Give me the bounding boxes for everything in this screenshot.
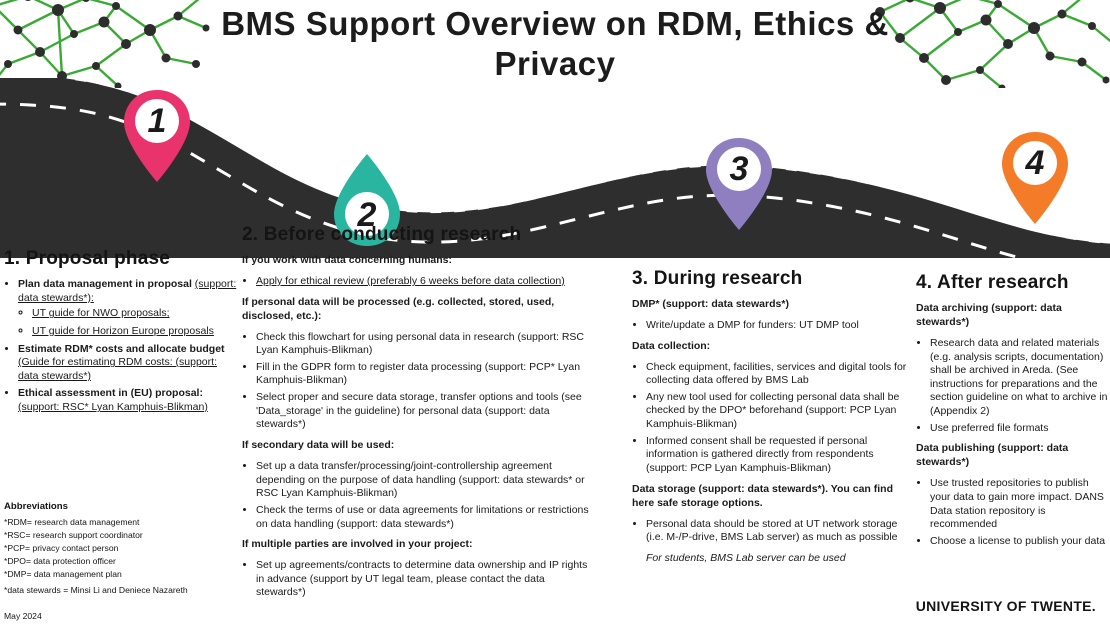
item-text[interactable]: Apply for ethical review (preferably 6 weeks before data collection) <box>256 274 565 287</box>
item-text[interactable]: Select proper and secure data storage, transfer options and tools (see 'Data_storage' in the guideline) for personal data (support: data stewards*) <box>256 391 582 431</box>
item-text[interactable]: Choose a license to publish your data <box>930 534 1106 547</box>
abbreviation-item: *DPO= data protection officer <box>4 556 116 567</box>
item-support[interactable]: (Guide for estimating RDM costs: (support: data stewards*) <box>18 356 217 382</box>
abbreviation-item: *RDM= research data management <box>4 517 140 528</box>
abbreviation-item: *RSC= research support coordinator <box>4 530 143 541</box>
item-lead: Ethical assessment in (EU) proposal: <box>18 387 203 400</box>
item-text[interactable]: Set up agreements/contracts to determine data ownership and IP rights in advance (support by UT legal team, please contact the data stewards*) <box>256 559 588 599</box>
subsection-personal-lead: If personal data will be processed (e.g. collected, stored, used, disclosed, etc.): <box>242 295 555 322</box>
sub-link[interactable]: UT guide for NWO proposals; <box>32 307 170 320</box>
footnote-data-stewards: *data stewards = Minsi Li and Deniece Nazareth <box>4 585 188 595</box>
storage-note: For students, BMS Lab server can be used <box>646 551 846 564</box>
pin-number-4: 4 <box>1025 144 1045 182</box>
list-item <box>646 319 910 333</box>
milestone-pin-1 <box>122 88 192 184</box>
sub-link[interactable]: UT guide for Horizon Europe proposals <box>32 324 214 337</box>
list-item <box>646 518 910 545</box>
list-item <box>930 477 1108 532</box>
item-text[interactable]: Use trusted repositories to publish your data to gain more impact. DANS Data station repository is recommended <box>930 477 1104 531</box>
page-title: BMS Support Overview on RDM, Ethics & Privacy <box>221 5 889 83</box>
item-text: Personal data should be stored at UT network storage (i.e. M-/P-drive, BMS Lab server) as much as possible <box>646 517 898 544</box>
subsection-humans-lead: If you work with data concerning humans: <box>242 254 453 266</box>
section-heading-during: 3. During research <box>632 268 803 289</box>
milestone-pin-3 <box>704 136 774 232</box>
list-item <box>18 387 240 414</box>
list-item <box>646 361 910 388</box>
item-text[interactable]: Set up a data transfer/processing/joint-controllership agreement depending on the purpose of data handling (support: data stewards* or RSC Lyan Kamphuis-Blikman) <box>256 459 585 500</box>
archiving-lead <box>916 302 1108 330</box>
section-during-research <box>632 268 910 573</box>
section-proposal-phase <box>4 248 240 422</box>
section-heading-before: 2. Before conducting research <box>242 224 522 245</box>
dmp-lead-text[interactable]: DMP* (support: data stewards*) <box>632 298 789 310</box>
network-graphic-left <box>0 0 210 88</box>
header <box>0 0 1110 88</box>
list-item <box>18 343 240 384</box>
pin-number-3: 3 <box>729 150 749 188</box>
item-text[interactable]: Use preferred file formats <box>930 421 1049 434</box>
list-item <box>256 460 590 501</box>
abbreviation-item: *DMP= data management plan <box>4 568 122 579</box>
item-text[interactable]: Informed consent shall be requested if personal information is gathered directly from respondents (support: PCP Lyan Kamphuis-Blikman) <box>646 434 874 475</box>
section-heading-proposal: 1. Proposal phase <box>4 248 171 269</box>
section-before-research <box>242 224 590 607</box>
item-text[interactable]: Check the terms of use or data agreements for limitations or restrictions on data handling (support: data stewards*) <box>256 503 589 530</box>
archiving-lead-text[interactable]: Data archiving (support: data stewards*) <box>916 302 1062 328</box>
list-item <box>256 391 590 432</box>
dmp-lead <box>632 298 910 312</box>
publishing-lead-text[interactable]: Data publishing (support: data stewards*) <box>916 442 1069 469</box>
publication-date: May 2024 <box>4 611 42 621</box>
list-item <box>32 325 240 339</box>
item-support[interactable]: (support: data stewards*): <box>18 278 237 304</box>
abbreviations-block <box>4 500 240 581</box>
list-item <box>256 361 590 388</box>
abbreviations-title: Abbreviations <box>4 501 68 512</box>
list-item <box>930 535 1108 549</box>
storage-lead <box>632 483 910 511</box>
subsection-secondary-lead: If secondary data will be used: <box>242 438 395 451</box>
item-text[interactable]: Fill in the GDPR form to register data processing (support: PCP* Lyan Kamphuis-Blikman) <box>256 360 581 387</box>
list-item <box>256 504 590 531</box>
list-item <box>930 337 1108 419</box>
publishing-lead <box>916 442 1108 470</box>
abbreviation-item: *PCP= privacy contact person <box>4 543 119 554</box>
item-support[interactable]: (support: RSC* Lyan Kamphuis-Blikman) <box>18 401 208 414</box>
list-item <box>646 435 910 476</box>
list-item <box>256 559 590 600</box>
item-text[interactable]: Check equipment, facilities, services and digital tools for collecting data offered by BMS Lab <box>646 360 907 387</box>
item-text[interactable]: Any new tool used for collecting personal data shall be checked by the DPO* beforehand (support: PCP Lyan Kamphuis-Blikman) <box>646 390 900 431</box>
subsection-parties-lead: If multiple parties are involved in your project: <box>242 538 473 551</box>
list-item <box>646 391 910 432</box>
university-logo: UNIVERSITY OF TWENTE. <box>915 598 1096 614</box>
section-heading-after: 4. After research <box>916 272 1069 293</box>
list-item <box>930 422 1108 436</box>
list-item <box>256 331 590 358</box>
item-text[interactable]: Research data and related materials (e.g. analysis scripts, documentation) shall be archived in Areda. (See instructions for preparations and the section guideline on what to archive in (Appendix 2) <box>930 336 1108 418</box>
item-lead: Plan data management in proposal <box>18 278 192 290</box>
item-lead: Estimate RDM* costs and allocate budget <box>18 342 225 355</box>
pin-number-1: 1 <box>147 102 167 140</box>
storage-lead-text[interactable]: Data storage (support: data stewards*). You can find here safe storage options. <box>632 482 893 509</box>
item-text[interactable]: Check this flowchart for using personal data in research (support: RSC Lyan Kamphuis-Blikman) <box>256 330 584 357</box>
item-text[interactable]: Write/update a DMP for funders: UT DMP tool <box>646 318 859 331</box>
pin-number-2: 2 <box>357 196 377 234</box>
list-item <box>32 307 240 321</box>
list-item <box>18 278 240 339</box>
collection-lead: Data collection: <box>632 339 711 352</box>
milestone-pin-4 <box>1000 130 1070 226</box>
list-item <box>256 275 590 289</box>
section-after-research <box>916 272 1108 556</box>
